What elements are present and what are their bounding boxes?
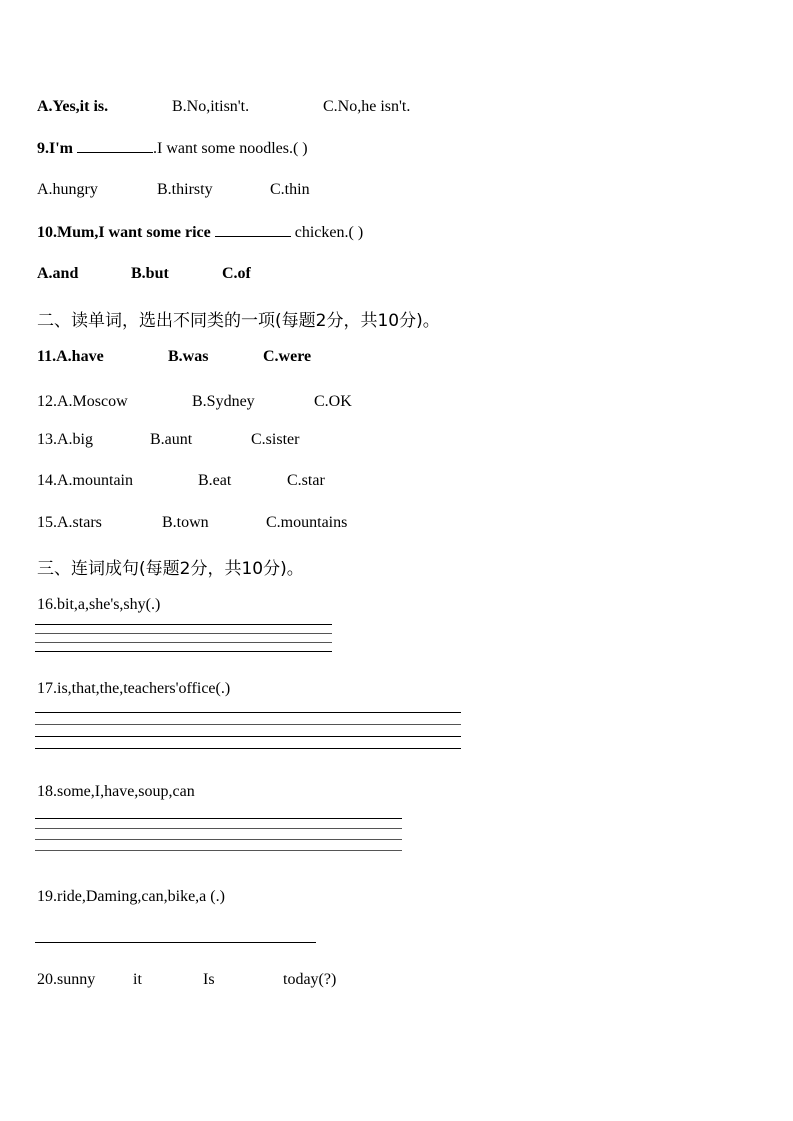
q20-word-2: it — [133, 971, 142, 988]
section-2-title: 二、读单词，选出不同类的一项(每题2分，共10分)。 — [37, 311, 440, 331]
q9-question — [37, 138, 308, 158]
q8-option-c: C.No,he isn't. — [323, 98, 411, 115]
writing-line — [35, 624, 332, 625]
writing-line — [35, 633, 332, 634]
q20-word-1: 20.sunny — [37, 971, 96, 988]
section-3-title: 三、连词成句(每题2分，共10分)。 — [37, 559, 304, 579]
q11-option-a: 11.A.have — [37, 348, 104, 365]
q15-option-b: B.town — [162, 514, 209, 531]
writing-line — [35, 850, 402, 851]
writing-line — [35, 724, 461, 725]
writing-line — [35, 642, 332, 643]
q10-prefix: 10.Mum,I want some rice — [37, 224, 215, 241]
q8-option-a: A.Yes,it is. — [37, 98, 109, 115]
writing-line — [35, 828, 402, 829]
q13-option-b: B.aunt — [150, 431, 193, 448]
q9-option-a: A.hungry — [37, 181, 98, 198]
q9-option-c: C.thin — [270, 181, 310, 198]
q11-option-b: B.was — [168, 348, 209, 365]
q9-blank[interactable] — [77, 138, 153, 153]
q17-prompt: 17.is,that,the,teachers'office(.) — [37, 680, 231, 697]
q19-prompt: 19.ride,Daming,can,bike,a (.) — [37, 888, 225, 905]
writing-line — [35, 839, 402, 840]
q14-option-b: B.eat — [198, 472, 232, 489]
q10-option-a: A.and — [37, 265, 79, 282]
q10-suffix: chicken.( ) — [290, 224, 364, 241]
q15-option-a: 15.A.stars — [37, 514, 102, 531]
q11-option-c: C.were — [263, 348, 312, 365]
q10-option-c: C.of — [222, 265, 251, 282]
q14-option-c: C.star — [287, 472, 325, 489]
q15-option-c: C.mountains — [266, 514, 348, 531]
q9-prefix: 9.I'm — [37, 140, 77, 157]
q10-option-b: B.but — [131, 265, 169, 282]
q18-prompt: 18.some,I,have,soup,can — [37, 783, 195, 800]
q19-answer-line[interactable] — [35, 942, 316, 943]
q12-option-a: 12.A.Moscow — [37, 393, 128, 410]
writing-line — [35, 748, 461, 749]
writing-line — [35, 712, 461, 713]
q10-blank[interactable] — [215, 222, 291, 237]
writing-line — [35, 736, 461, 737]
q10-question — [37, 222, 363, 242]
q20-word-3: Is — [203, 971, 215, 988]
q14-option-a: 14.A.mountain — [37, 472, 133, 489]
q9-option-b: B.thirsty — [157, 181, 213, 198]
q13-option-a: 13.A.big — [37, 431, 93, 448]
q9-suffix: .I want some noodles.( ) — [153, 140, 308, 157]
q13-option-c: C.sister — [251, 431, 300, 448]
q12-option-b: B.Sydney — [192, 393, 255, 410]
writing-line — [35, 651, 332, 652]
q16-prompt: 16.bit,a,she's,shy(.) — [37, 596, 161, 613]
q8-option-b: B.No,itisn't. — [172, 98, 250, 115]
q12-option-c: C.OK — [314, 393, 352, 410]
writing-line — [35, 818, 402, 819]
q20-word-4: today(?) — [283, 971, 337, 988]
